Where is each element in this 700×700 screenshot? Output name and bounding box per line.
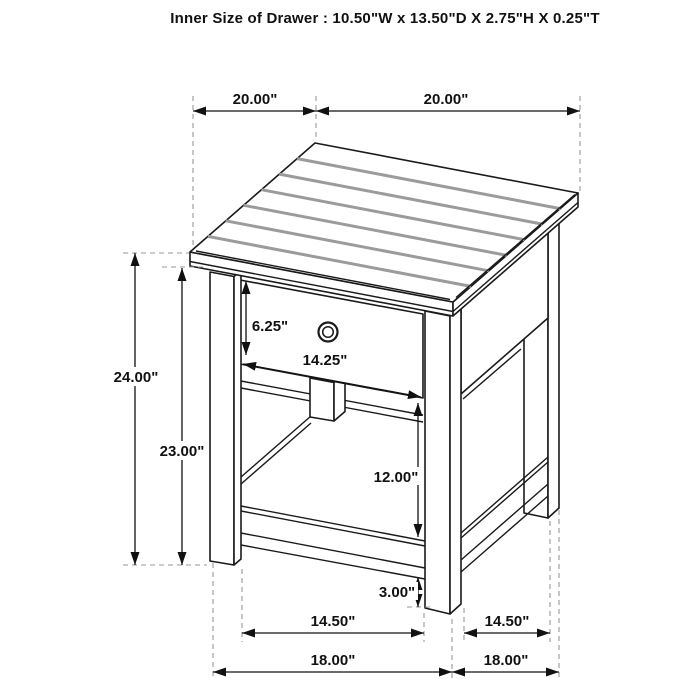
label-drawer-height: 6.25" — [251, 318, 289, 335]
drawing-title: Inner Size of Drawer : 10.50"W x 13.50"D X 2.75"H X 0.25"T — [170, 10, 600, 27]
label-side-inner-span: 14.50" — [484, 613, 530, 630]
label-front-outer-span: 18.00" — [310, 652, 356, 669]
label-floor-clearance: 3.00" — [378, 584, 416, 601]
label-side-outer-span: 18.00" — [483, 652, 529, 669]
label-drawer-width: 14.25" — [302, 352, 348, 369]
front-right-leg — [425, 307, 461, 615]
label-shelf-clearance: 12.00" — [373, 469, 419, 486]
label-top-width-right: 20.00" — [423, 91, 469, 108]
label-overall-height: 24.00" — [113, 369, 159, 386]
front-shelf-edges — [241, 506, 425, 579]
label-base-height: 23.00" — [159, 443, 205, 460]
label-top-width-left: 20.00" — [232, 91, 278, 108]
front-left-leg — [210, 271, 241, 566]
label-front-inner-span: 14.50" — [310, 613, 356, 630]
